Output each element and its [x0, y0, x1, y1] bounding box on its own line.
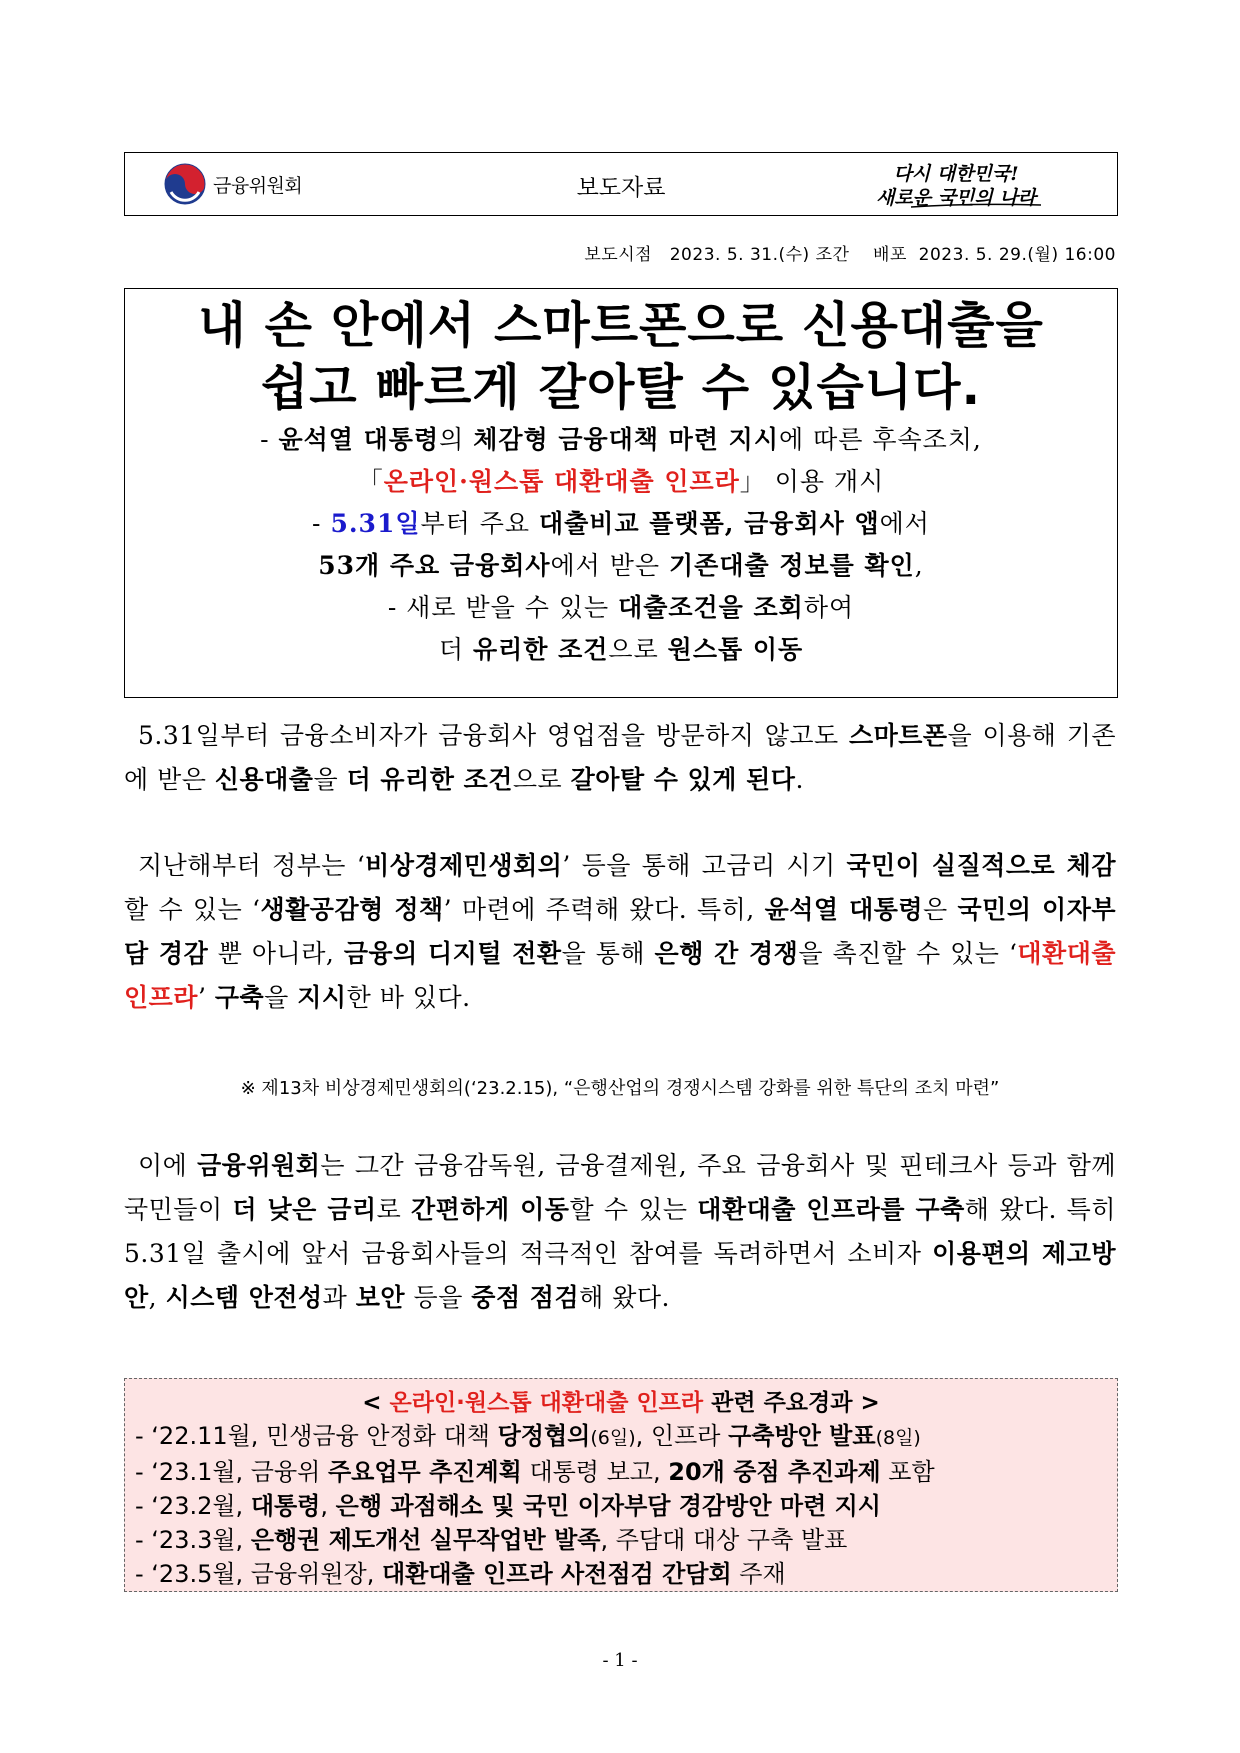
timeline-item: - ‘23.5월, 금융위원장, 대환대출 인프라 사전점검 간담회 주재	[135, 1560, 786, 1588]
paragraph-3: 이에 금융위원회는 그간 금융감독원, 금융결제원, 주요 금융회사 및 핀테크사 등과 함께 국민들이 더 낮은 금리로 간편하게 이동할 수 있는 대환대출 인프라를 구축해 왔다. 특히 5.31일 출시에 앞서 금융회사들의 적극적인 참여를 독려하면서 소비자 이용편의 제고방안, 시스템 안전성과 보안 등을 중점 점검해 왔다.	[124, 1151, 1116, 1312]
subtitle-3: - 5.31일부터 주요 대출비교 플랫폼, 금융회사 앱에서	[312, 509, 930, 538]
timeline-item: - ‘22.11월, 민생금융 안정화 대책 당정협의(6일), 인프라 구축방안 발표(8일)	[135, 1422, 921, 1450]
doc-type: 보도자료	[576, 175, 666, 201]
timeline-box	[124, 1378, 1118, 1592]
page-number: - 1 -	[602, 1650, 638, 1671]
timeline-item: - ‘23.2월, 대통령, 은행 과점해소 및 국민 이자부담 경감방안 마련 지시	[135, 1492, 881, 1520]
subtitle-2: 「온라인·원스톱 대환대출 인프라」 이용 개시	[357, 467, 885, 496]
headline	[125, 295, 1117, 419]
slogan	[851, 159, 1061, 211]
press-header	[124, 152, 1118, 216]
footnote: ※ 제13차 비상경제민생회의(‘23.2.15), “은행산업의 경쟁시스템 강화를 위한 특단의 조치 마련”	[240, 1078, 1000, 1099]
paragraph-2: 지난해부터 정부는 ‘비상경제민생회의’ 등을 통해 고금리 시기 국민이 실질적으로 체감할 수 있는 ‘생활공감형 정책’ 마련에 주력해 왔다. 특히, 윤석열 대통령은 국민의 이자부담 경감 뿐 아니라, 금융의 디지털 전환을 통해 은행 간 경쟁을 촉진할 수 있는 ‘대환대출 인프라’ 구축을 지시한 바 있다.	[124, 851, 1116, 1012]
timeline-list	[125, 1419, 1117, 1591]
paragraph-1: 5.31일부터 금융소비자가 금융회사 영업점을 방문하지 않고도 스마트폰을 이용해 기존에 받은 신용대출을 더 유리한 조건으로 갈아탈 수 있게 된다.	[124, 721, 1117, 794]
headline-line2: 쉽고 빠르게 갈아탈 수 있습니다.	[260, 359, 982, 416]
slogan-line1: 다시 대한민국!	[893, 163, 1019, 185]
agency-name: 금융위원회	[213, 174, 303, 197]
subtitle-1: - 윤석열 대통령의 체감형 금융대책 마련 지시에 따른 후속조치,	[260, 425, 982, 454]
subtitle-4: 53개 주요 금융회사에서 받은 기존대출 정보를 확인,	[318, 551, 924, 580]
timeline-item: - ‘23.3월, 은행권 제도개선 실무작업반 발족, 주담대 대상 구축 발표	[135, 1526, 848, 1554]
subtitle-6: 더 유리한 조건으로 원스톱 이동	[438, 635, 804, 664]
slogan-line2: 새로운 국민의 나라	[875, 187, 1037, 209]
release-dateline: 보도시점 2023. 5. 31.(수) 조간 배포 2023. 5. 29.(월) 16:00	[584, 245, 1116, 265]
timeline-item: - ‘23.1월, 금융위 주요업무 추진계획 대통령 보고, 20개 중점 추진과제 포함	[135, 1458, 935, 1486]
timeline-title: < 온라인·원스톱 대환대출 인프라 관련 주요경과 >	[362, 1390, 880, 1416]
subtitle-5: - 새로 받을 수 있는 대출조건을 조회하여	[387, 593, 855, 622]
headline-line1: 내 손 안에서 스마트폰으로 신용대출을	[198, 297, 1044, 354]
headline-box	[124, 288, 1118, 698]
